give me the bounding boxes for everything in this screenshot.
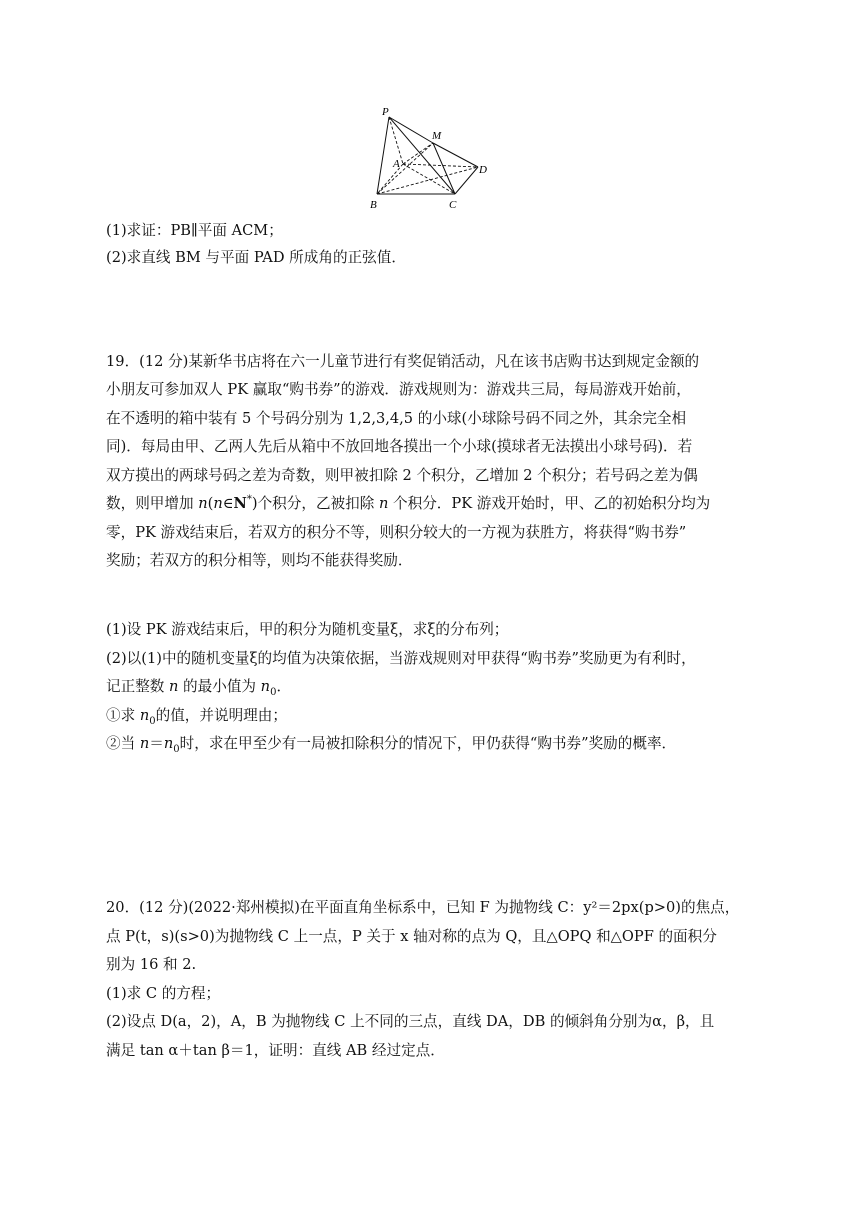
- q19-part2-i: [106, 706, 756, 726]
- var-n: n: [139, 735, 150, 752]
- text: 时，求在甲至少有一局被扣除积分的情况下，甲仍获得“购书券”奖励的概率．: [179, 735, 677, 752]
- edge-CD: [455, 167, 478, 194]
- q19-line-7: 零，PK 游戏结束后，若双方的积分不等，则积分较大的一方视为获胜方，将获得“购书券”: [106, 524, 687, 541]
- var-n0: n: [139, 707, 150, 724]
- text: ①求: [106, 707, 140, 724]
- superscript-star: *: [246, 494, 252, 506]
- var-n: n: [169, 678, 179, 695]
- q19-line-2: 小朋友可参加双人 PK 赢取“购书券”的游戏．游戏规则为：游戏共三局，每局游戏开始前，: [106, 381, 691, 398]
- q19-part1: (1)设 PK 游戏结束后，甲的积分为随机变量ξ，求ξ的分布列；: [106, 621, 509, 638]
- var-n: n: [213, 495, 223, 512]
- edge-AC: [403, 164, 455, 194]
- text: (: [207, 495, 214, 512]
- var-n: n: [378, 495, 389, 512]
- q19-line-8: 奖励；若双方的积分相等，则均不能获得奖励．: [106, 552, 413, 569]
- edge-MD: [433, 143, 478, 167]
- q18-part2: (2)求直线 BM 与平面 PAD 所成角的正弦值．: [106, 249, 406, 266]
- edge-PC: [389, 117, 455, 194]
- edge-BM: [377, 143, 433, 194]
- label-B: B: [370, 199, 377, 211]
- q19-line-4: 同)．每局由甲、乙两人先后从箱中不放回地各摸出一个小球(摸球者无法摸出小球号码)．若: [106, 438, 693, 455]
- edge-AM: [403, 143, 433, 164]
- var-n: n: [198, 495, 208, 512]
- text: 数，则甲增加: [106, 495, 199, 512]
- q18-part1: (1)求证：PB∥平面 ACM；: [106, 222, 283, 239]
- text: 的最小值为: [178, 678, 261, 695]
- pyramid-figure: [360, 100, 500, 212]
- subscript-0: 0: [149, 715, 156, 727]
- q19-line-5: 双方摸出的两球号码之差为奇数，则甲被扣除 2 个积分，乙增加 2 个积分；若号码之差为偶: [106, 467, 698, 484]
- label-P: P: [382, 106, 389, 118]
- q19-part2: (2)以(1)中的随机变量ξ的均值为决策依据，当游戏规则对甲获得“购书券”奖励更为有利时，: [106, 650, 696, 667]
- text: ＝: [149, 735, 164, 752]
- edge-PB: [377, 117, 389, 194]
- q19-line-3: 在不透明的箱中装有 5 个号码分别为 1,2,3,4,5 的小球(小球除号码不同之外，其余完全相: [106, 410, 687, 427]
- text: ②当: [106, 735, 140, 752]
- set-N: N: [233, 495, 247, 512]
- q20-part2: (2)设点 D(a，2)，A，B 为抛物线 C 上不同的三点，直线 DA，DB 的倾斜角分别为α，β，且: [106, 1013, 715, 1030]
- q19-part2-cont: [106, 677, 756, 697]
- q20-line-2: 点 P(t，s)(s>0)为抛物线 C 上一点，P 关于 x 轴对称的点为 Q，且△OPQ 和△OPF 的面积分: [106, 928, 717, 945]
- text: ．: [276, 678, 292, 695]
- label-C: C: [449, 199, 457, 211]
- q19-line-1: 19．(12 分)某新华书店将在六一儿童节进行有奖促销活动，凡在该书店购书达到规定金额的: [106, 353, 700, 370]
- label-A: A: [393, 158, 400, 170]
- edge-MC: [433, 143, 455, 194]
- q20-line-3: 别为 16 和 2.: [106, 956, 197, 973]
- subscript-0: 0: [173, 743, 180, 755]
- text: ∈: [222, 495, 234, 512]
- var-n0: n: [163, 735, 174, 752]
- edge-PM: [389, 117, 433, 143]
- q20-line-1: 20．(12 分)(2022·郑州模拟)在平面直角坐标系中，已知 F 为抛物线 C：y²＝2px(p>0)的焦点，: [106, 899, 740, 916]
- var-n0: n: [260, 678, 271, 695]
- subscript-0: 0: [270, 686, 277, 698]
- text: 个积分．PK 游戏开始时，甲、乙的初始积分均为: [388, 495, 711, 512]
- q19-part2-ii: [106, 734, 756, 754]
- q20-part2-cont: 满足 tan α＋tan β＝1，证明：直线 AB 经过定点．: [106, 1042, 445, 1059]
- label-M: M: [432, 130, 442, 142]
- text: 记正整数: [106, 678, 170, 695]
- text: )个积分，乙被扣除: [251, 495, 379, 512]
- label-D: D: [479, 164, 487, 176]
- text: 的值，并说明理由；: [155, 707, 287, 724]
- q20-part1: (1)求 C 的方程；: [106, 985, 221, 1002]
- edge-AD: [403, 164, 478, 167]
- q19-line-6: [106, 494, 756, 514]
